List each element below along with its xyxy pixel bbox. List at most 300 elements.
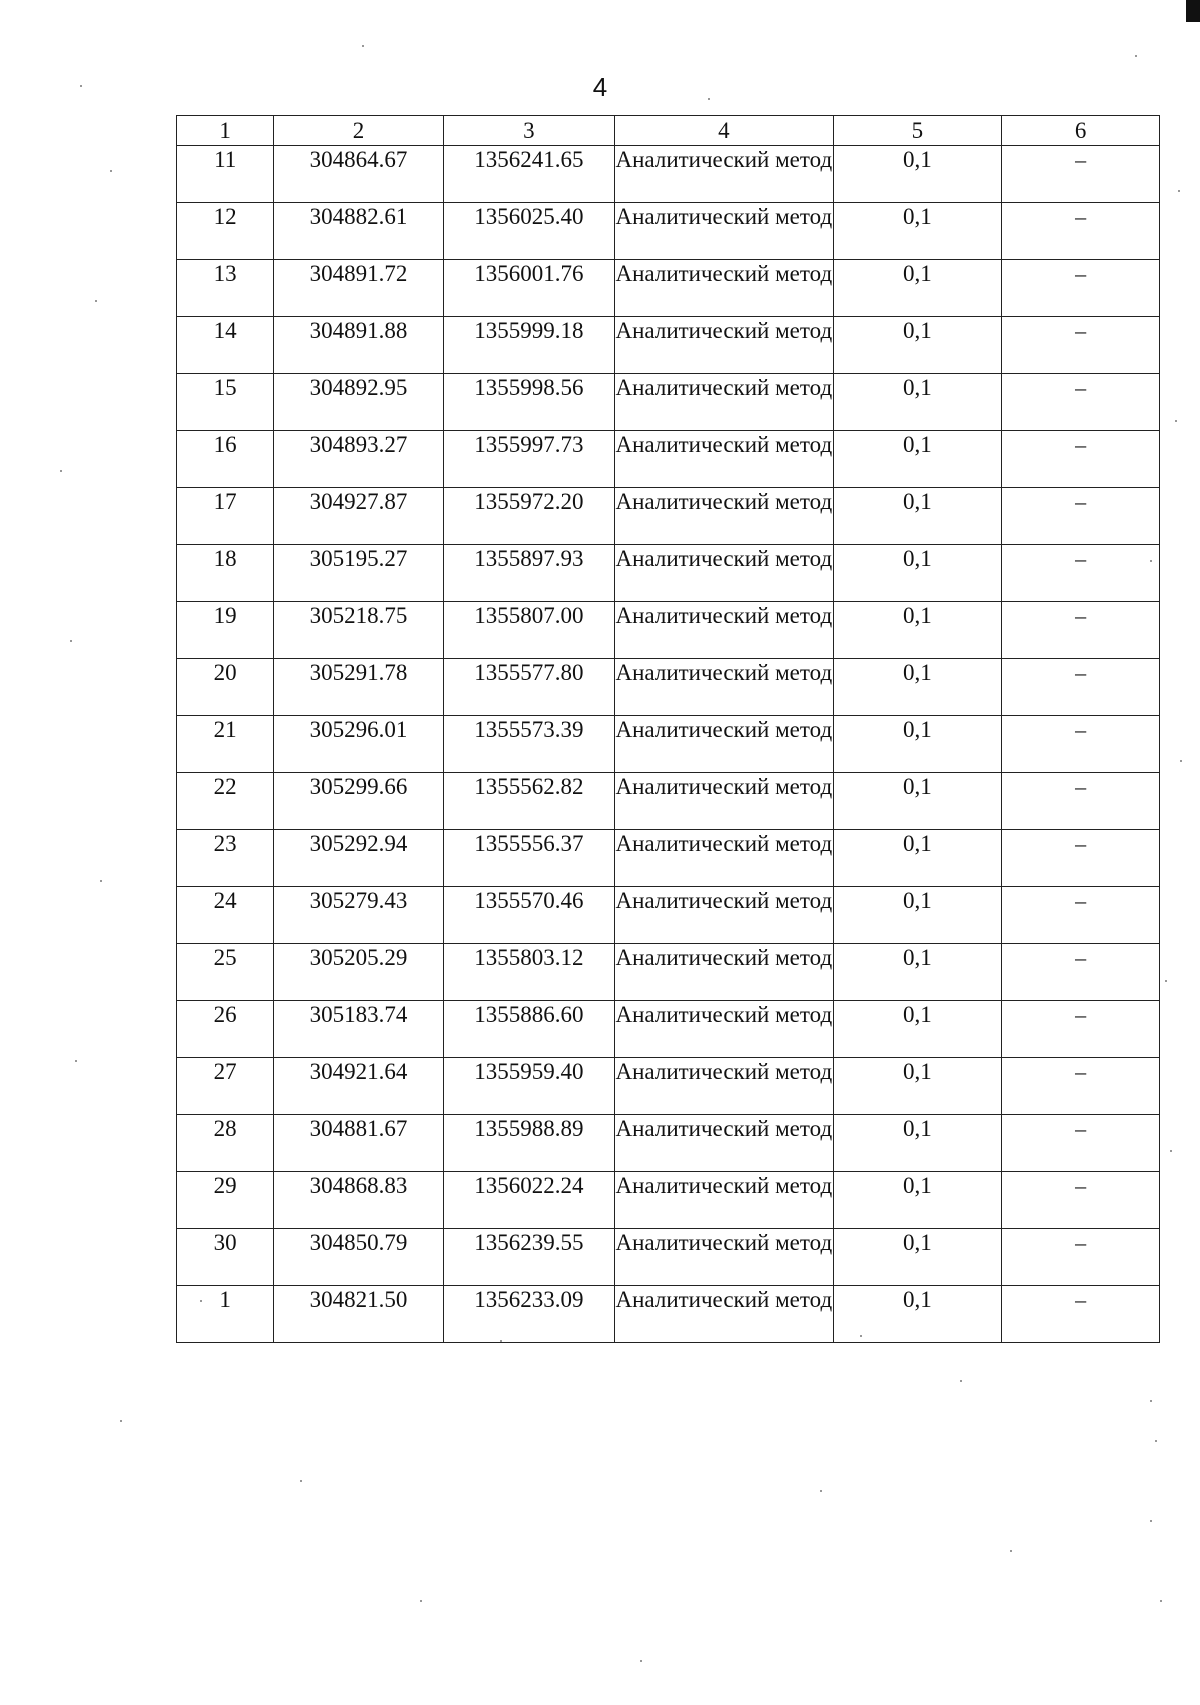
x-coordinate-cell	[274, 887, 443, 944]
scan-speck	[1150, 1520, 1152, 1522]
table-row	[177, 602, 1160, 659]
x-coordinate-text: 304892.95	[309, 375, 408, 400]
page-number: 4	[592, 72, 608, 102]
accuracy-cell	[833, 146, 1002, 203]
note-cell	[1002, 1172, 1160, 1229]
point-number-cell	[177, 1229, 274, 1286]
scan-speck	[60, 470, 62, 472]
table-row	[177, 716, 1160, 773]
y-coordinate-cell	[443, 260, 614, 317]
scan-speck	[1135, 55, 1137, 57]
x-coordinate-cell	[274, 146, 443, 203]
accuracy-cell	[833, 374, 1002, 431]
y-coordinate-cell	[443, 317, 614, 374]
table-header-row	[177, 116, 1160, 146]
x-coordinate-text: 304927.87	[309, 489, 408, 514]
accuracy-cell	[833, 944, 1002, 1001]
method-text: Аналитический метод	[615, 603, 833, 628]
scan-speck	[1180, 760, 1182, 762]
x-coordinate-cell	[274, 1286, 443, 1343]
accuracy-cell	[833, 602, 1002, 659]
accuracy-text: 0,1	[903, 261, 932, 286]
x-coordinate-text: 304891.72	[309, 261, 408, 286]
accuracy-cell	[833, 260, 1002, 317]
point-number-cell	[177, 260, 274, 317]
y-coordinate-text: 1355997.73	[474, 432, 584, 457]
accuracy-text: 0,1	[903, 603, 932, 628]
point-number-cell	[177, 1115, 274, 1172]
x-coordinate-cell	[274, 1172, 443, 1229]
accuracy-text: 0,1	[903, 1173, 932, 1198]
x-coordinate-text: 304891.88	[309, 318, 408, 343]
note-text: –	[1075, 1173, 1087, 1198]
note-cell	[1002, 944, 1160, 1001]
y-coordinate-cell	[443, 545, 614, 602]
x-coordinate-text: 304882.61	[309, 204, 408, 229]
x-coordinate-cell	[274, 431, 443, 488]
y-coordinate-cell	[443, 374, 614, 431]
y-coordinate-text: 1355972.20	[474, 489, 584, 514]
point-number-text: 16	[213, 432, 237, 457]
method-cell	[615, 1058, 833, 1115]
y-coordinate-text: 1355999.18	[474, 318, 584, 343]
point-number-cell	[177, 1058, 274, 1115]
note-cell	[1002, 602, 1160, 659]
accuracy-cell	[833, 1001, 1002, 1058]
point-number-cell	[177, 545, 274, 602]
accuracy-cell	[833, 431, 1002, 488]
note-text: –	[1075, 774, 1087, 799]
method-cell	[615, 1001, 833, 1058]
note-cell	[1002, 773, 1160, 830]
accuracy-text: 0,1	[903, 432, 932, 457]
x-coordinate-text: 304864.67	[309, 147, 408, 172]
x-coordinate-cell	[274, 203, 443, 260]
point-number-text: 22	[213, 774, 237, 799]
y-coordinate-text: 1355556.37	[474, 831, 584, 856]
accuracy-text: 0,1	[903, 375, 932, 400]
scan-speck	[500, 1340, 502, 1342]
x-coordinate-text: 304821.50	[309, 1287, 408, 1312]
scan-speck	[1175, 420, 1177, 422]
table-row	[177, 1001, 1160, 1058]
method-text: Аналитический метод	[615, 261, 833, 286]
method-cell	[615, 1115, 833, 1172]
point-number-text: 29	[213, 1173, 237, 1198]
y-coordinate-cell	[443, 431, 614, 488]
method-text: Аналитический метод	[615, 1059, 833, 1084]
point-number-cell	[177, 431, 274, 488]
x-coordinate-cell	[274, 317, 443, 374]
point-number-cell	[177, 830, 274, 887]
point-number-cell	[177, 146, 274, 203]
table-row	[177, 488, 1160, 545]
method-text: Аналитический метод	[615, 147, 833, 172]
point-number-text: 23	[213, 831, 237, 856]
x-coordinate-text: 304881.67	[309, 1116, 408, 1141]
scan-speck	[1178, 190, 1180, 192]
scan-speck	[200, 1300, 202, 1302]
y-coordinate-text: 1355573.39	[474, 717, 584, 742]
note-cell	[1002, 1058, 1160, 1115]
note-text: –	[1075, 603, 1087, 628]
x-coordinate-text: 305296.01	[309, 717, 408, 742]
accuracy-cell	[833, 716, 1002, 773]
x-coordinate-cell	[274, 1001, 443, 1058]
note-cell	[1002, 887, 1160, 944]
accuracy-cell	[833, 830, 1002, 887]
point-number-cell	[177, 317, 274, 374]
method-text: Аналитический метод	[615, 888, 833, 913]
method-cell	[615, 317, 833, 374]
method-text: Аналитический метод	[615, 1116, 833, 1141]
point-number-cell	[177, 1001, 274, 1058]
point-number-cell	[177, 203, 274, 260]
accuracy-text: 0,1	[903, 831, 932, 856]
point-number-cell	[177, 374, 274, 431]
scan-speck	[1010, 1550, 1012, 1552]
x-coordinate-text: 305291.78	[309, 660, 408, 685]
accuracy-text: 0,1	[903, 489, 932, 514]
column-header-2: 2	[274, 116, 443, 146]
scan-speck	[110, 170, 112, 172]
table-row	[177, 260, 1160, 317]
point-number-text: 24	[213, 888, 237, 913]
method-text: Аналитический метод	[615, 204, 833, 229]
method-cell	[615, 602, 833, 659]
method-text: Аналитический метод	[615, 375, 833, 400]
x-coordinate-cell	[274, 374, 443, 431]
y-coordinate-cell	[443, 659, 614, 716]
method-text: Аналитический метод	[615, 432, 833, 457]
note-text: –	[1075, 945, 1087, 970]
table-row	[177, 887, 1160, 944]
x-coordinate-text: 305279.43	[309, 888, 408, 913]
accuracy-cell	[833, 1058, 1002, 1115]
method-cell	[615, 773, 833, 830]
y-coordinate-cell	[443, 488, 614, 545]
y-coordinate-text: 1355897.93	[474, 546, 584, 571]
scan-speck	[420, 1600, 422, 1602]
x-coordinate-text: 304868.83	[309, 1173, 408, 1198]
accuracy-text: 0,1	[903, 1059, 932, 1084]
y-coordinate-cell	[443, 1286, 614, 1343]
note-cell	[1002, 1286, 1160, 1343]
note-cell	[1002, 1229, 1160, 1286]
method-cell	[615, 1172, 833, 1229]
table-row	[177, 374, 1160, 431]
table-row	[177, 1286, 1160, 1343]
method-cell	[615, 716, 833, 773]
x-coordinate-cell	[274, 659, 443, 716]
note-text: –	[1075, 147, 1087, 172]
y-coordinate-text: 1355988.89	[474, 1116, 584, 1141]
y-coordinate-text: 1355959.40	[474, 1059, 584, 1084]
scan-speck	[1170, 1150, 1172, 1152]
x-coordinate-text: 305205.29	[309, 945, 408, 970]
y-coordinate-cell	[443, 1172, 614, 1229]
note-cell	[1002, 1001, 1160, 1058]
y-coordinate-text: 1355577.80	[474, 660, 584, 685]
note-cell	[1002, 374, 1160, 431]
note-cell	[1002, 431, 1160, 488]
y-coordinate-text: 1356025.40	[474, 204, 584, 229]
point-number-text: 26	[213, 1002, 237, 1027]
accuracy-text: 0,1	[903, 945, 932, 970]
scan-speck	[95, 300, 97, 302]
accuracy-text: 0,1	[903, 717, 932, 742]
column-header-6: 6	[1002, 116, 1160, 146]
scan-speck	[100, 880, 102, 882]
x-coordinate-text: 304893.27	[309, 432, 408, 457]
note-cell	[1002, 716, 1160, 773]
point-number-text: 15	[213, 375, 237, 400]
point-number-text: 11	[214, 147, 237, 172]
y-coordinate-text: 1356022.24	[474, 1173, 584, 1198]
point-number-text: 12	[213, 204, 237, 229]
column-header-3: 3	[443, 116, 614, 146]
scan-speck	[80, 85, 82, 87]
table-row	[177, 830, 1160, 887]
x-coordinate-cell	[274, 830, 443, 887]
point-number-text: 1	[219, 1287, 231, 1312]
accuracy-text: 0,1	[903, 888, 932, 913]
method-cell	[615, 203, 833, 260]
x-coordinate-text: 305195.27	[309, 546, 408, 571]
y-coordinate-cell	[443, 773, 614, 830]
method-text: Аналитический метод	[615, 1230, 833, 1255]
scan-speck	[300, 1480, 302, 1482]
table-body	[177, 146, 1160, 1343]
x-coordinate-text: 305292.94	[309, 831, 408, 856]
method-text: Аналитический метод	[615, 1173, 833, 1198]
point-number-text: 14	[213, 318, 237, 343]
method-cell	[615, 1286, 833, 1343]
method-text: Аналитический метод	[615, 489, 833, 514]
note-cell	[1002, 146, 1160, 203]
method-cell	[615, 488, 833, 545]
scan-speck	[70, 640, 72, 642]
method-text: Аналитический метод	[615, 831, 833, 856]
point-number-text: 25	[213, 945, 237, 970]
scan-corner-mark	[1186, 0, 1200, 22]
table-row	[177, 1115, 1160, 1172]
y-coordinate-text: 1355998.56	[474, 375, 584, 400]
point-number-text: 28	[213, 1116, 237, 1141]
point-number-cell	[177, 716, 274, 773]
method-text: Аналитический метод	[615, 546, 833, 571]
x-coordinate-text: 305218.75	[309, 603, 408, 628]
point-number-text: 19	[213, 603, 237, 628]
point-number-cell	[177, 659, 274, 716]
x-coordinate-cell	[274, 1229, 443, 1286]
scan-speck	[820, 1490, 822, 1492]
y-coordinate-text: 1356239.55	[474, 1230, 584, 1255]
note-cell	[1002, 317, 1160, 374]
table-row	[177, 431, 1160, 488]
y-coordinate-cell	[443, 1115, 614, 1172]
scan-speck	[362, 45, 364, 47]
y-coordinate-text: 1355570.46	[474, 888, 584, 913]
accuracy-text: 0,1	[903, 1002, 932, 1027]
y-coordinate-cell	[443, 830, 614, 887]
y-coordinate-cell	[443, 1058, 614, 1115]
x-coordinate-cell	[274, 944, 443, 1001]
x-coordinate-cell	[274, 716, 443, 773]
y-coordinate-text: 1355803.12	[474, 945, 584, 970]
point-number-cell	[177, 1286, 274, 1343]
y-coordinate-cell	[443, 1229, 614, 1286]
point-number-cell	[177, 773, 274, 830]
table-row	[177, 1058, 1160, 1115]
table-row	[177, 773, 1160, 830]
note-cell	[1002, 1115, 1160, 1172]
note-text: –	[1075, 1116, 1087, 1141]
x-coordinate-cell	[274, 488, 443, 545]
y-coordinate-text: 1356233.09	[474, 1287, 584, 1312]
method-text: Аналитический метод	[615, 660, 833, 685]
table-row	[177, 1172, 1160, 1229]
point-number-cell	[177, 944, 274, 1001]
accuracy-text: 0,1	[903, 546, 932, 571]
note-text: –	[1075, 1002, 1087, 1027]
method-text: Аналитический метод	[615, 1002, 833, 1027]
accuracy-text: 0,1	[903, 1116, 932, 1141]
x-coordinate-cell	[274, 260, 443, 317]
note-cell	[1002, 830, 1160, 887]
y-coordinate-cell	[443, 1001, 614, 1058]
x-coordinate-cell	[274, 773, 443, 830]
method-cell	[615, 260, 833, 317]
note-text: –	[1075, 261, 1087, 286]
method-cell	[615, 1229, 833, 1286]
method-text: Аналитический метод	[615, 318, 833, 343]
scan-speck	[960, 1380, 962, 1382]
y-coordinate-text: 1355886.60	[474, 1002, 584, 1027]
table-row	[177, 545, 1160, 602]
y-coordinate-cell	[443, 887, 614, 944]
scan-speck	[120, 1420, 122, 1422]
x-coordinate-text: 305299.66	[309, 774, 408, 799]
note-cell	[1002, 545, 1160, 602]
point-number-cell	[177, 602, 274, 659]
method-cell	[615, 659, 833, 716]
method-cell	[615, 887, 833, 944]
x-coordinate-text: 305183.74	[309, 1002, 408, 1027]
table-row	[177, 146, 1160, 203]
note-text: –	[1075, 204, 1087, 229]
method-cell	[615, 944, 833, 1001]
accuracy-cell	[833, 1286, 1002, 1343]
method-cell	[615, 431, 833, 488]
x-coordinate-cell	[274, 602, 443, 659]
point-number-text: 30	[213, 1230, 237, 1255]
accuracy-text: 0,1	[903, 1287, 932, 1312]
note-text: –	[1075, 831, 1087, 856]
table-row	[177, 317, 1160, 374]
note-cell	[1002, 659, 1160, 716]
accuracy-cell	[833, 203, 1002, 260]
scan-speck	[708, 98, 710, 100]
x-coordinate-text: 304850.79	[309, 1230, 408, 1255]
accuracy-text: 0,1	[903, 660, 932, 685]
note-cell	[1002, 260, 1160, 317]
y-coordinate-text: 1355807.00	[474, 603, 584, 628]
y-coordinate-cell	[443, 944, 614, 1001]
accuracy-cell	[833, 488, 1002, 545]
method-cell	[615, 545, 833, 602]
table-row	[177, 944, 1160, 1001]
note-text: –	[1075, 1287, 1087, 1312]
scan-speck	[860, 1335, 862, 1337]
accuracy-cell	[833, 659, 1002, 716]
y-coordinate-text: 1355562.82	[474, 774, 584, 799]
coordinates-table	[176, 115, 1160, 1343]
note-cell	[1002, 203, 1160, 260]
method-cell	[615, 374, 833, 431]
column-header-5: 5	[833, 116, 1002, 146]
point-number-text: 17	[213, 489, 237, 514]
x-coordinate-cell	[274, 1115, 443, 1172]
column-header-1: 1	[177, 116, 274, 146]
scan-speck	[1165, 980, 1167, 982]
table-row	[177, 203, 1160, 260]
note-text: –	[1075, 489, 1087, 514]
y-coordinate-text: 1356241.65	[474, 147, 584, 172]
method-text: Аналитический метод	[615, 717, 833, 742]
accuracy-cell	[833, 1172, 1002, 1229]
point-number-text: 18	[213, 546, 237, 571]
table-row	[177, 1229, 1160, 1286]
accuracy-cell	[833, 773, 1002, 830]
accuracy-text: 0,1	[903, 1230, 932, 1255]
scan-speck	[640, 1660, 642, 1662]
accuracy-text: 0,1	[903, 774, 932, 799]
point-number-cell	[177, 887, 274, 944]
note-text: –	[1075, 318, 1087, 343]
column-header-4: 4	[615, 116, 833, 146]
note-text: –	[1075, 660, 1087, 685]
method-text: Аналитический метод	[615, 1287, 833, 1312]
y-coordinate-cell	[443, 146, 614, 203]
x-coordinate-text: 304921.64	[309, 1059, 408, 1084]
note-text: –	[1075, 888, 1087, 913]
point-number-text: 27	[213, 1059, 237, 1084]
point-number-text: 20	[213, 660, 237, 685]
note-text: –	[1075, 375, 1087, 400]
point-number-text: 21	[213, 717, 237, 742]
scan-speck	[75, 1060, 77, 1062]
table-row	[177, 659, 1160, 716]
note-text: –	[1075, 1059, 1087, 1084]
point-number-cell	[177, 488, 274, 545]
accuracy-cell	[833, 1115, 1002, 1172]
method-text: Аналитический метод	[615, 945, 833, 970]
accuracy-cell	[833, 317, 1002, 374]
scan-speck	[1155, 1440, 1157, 1442]
accuracy-text: 0,1	[903, 147, 932, 172]
accuracy-cell	[833, 545, 1002, 602]
accuracy-cell	[833, 1229, 1002, 1286]
accuracy-text: 0,1	[903, 204, 932, 229]
x-coordinate-cell	[274, 1058, 443, 1115]
note-text: –	[1075, 546, 1087, 571]
method-cell	[615, 830, 833, 887]
method-cell	[615, 146, 833, 203]
scan-speck	[1150, 560, 1152, 562]
point-number-text: 13	[213, 261, 237, 286]
y-coordinate-cell	[443, 203, 614, 260]
